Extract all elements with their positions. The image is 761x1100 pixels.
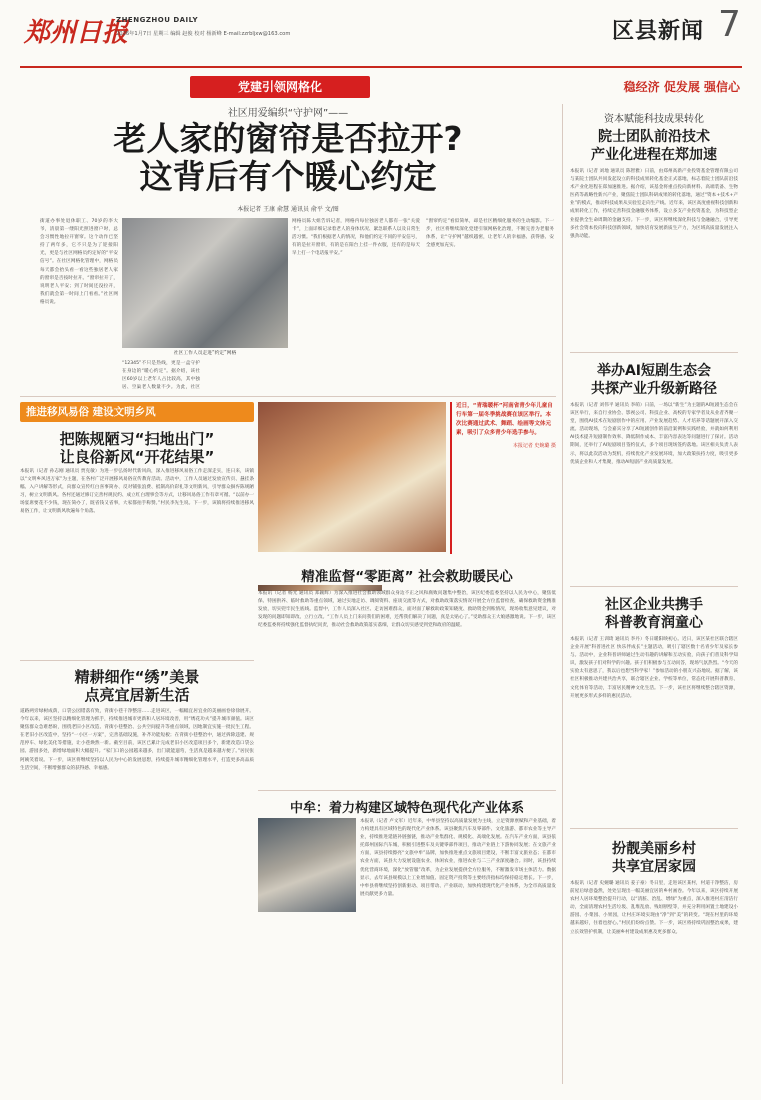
right-mid-headline-line1: 举办AI短剧生态会 — [596, 363, 712, 379]
right-top-body: 本报讯（记者 刘地 通讯员 陈智雅）日前，由郑州高新产业投资基金管理有限公司与某院士团队共同发起设立的科技成果转化基金正式落地，标志着院士团队前沿技术产业化进程在郑加速推进。据介绍，该基金将重点投向新材料、高端装备、生物医药等战略性新兴产业，聚焦院士团队科研成果的转化落地，通过“资本+技术+产业”的模式，推动科技成果从实验室走向生产线。近年来，该区高度重视科技创新和成果转化工作，持续完善科技金融服务体系，设立多支产业投资基金，为科技型企业提供全生命周期的金融支持。下一步，该区将继续深化科技与金融融合，引导更多社会资本投向科技创新领域，加快培育发展新质生产力，为区域高质量发展注入强劲动能。 — [570, 169, 738, 239]
right-bottom-headline-line2: 共享宜居家园 — [612, 859, 696, 875]
slogan-left — [190, 76, 370, 98]
page-number: 7 — [718, 4, 741, 45]
lead-rule — [20, 396, 556, 397]
lead-photo — [122, 218, 288, 348]
bottom-headline: 中牟：着力构建区域特色现代化产业体系 — [289, 801, 524, 816]
side-note-box — [450, 402, 556, 554]
right-mid2-body: 本报讯（记者 王训琦 通讯员 李丹）冬日暖阳映初心。近日，该区某社区联合辖区企业开展“科普进社区 快乐伴成长”主题活动，吸引了辖区数十名青少年及家长参与。活动中，企业科普讲师通过生动有趣的讲解和互动实验，向孩子们普及科学知识，激发孩子们对科学的兴趣。孩子们积极参与互动问答，现场气氛热烈。“今天的实验太有意思了，我以后也想当科学家！”参加活动的小朋友兴奋地说。据了解，该社区积极推动共建共治共享，联合辖区企业、学校等单位，常态化开展科普教育、文化体育等活动，丰富居民精神文化生活。下一步，该社区将继续整合辖区资源，开展更多形式多样的惠民活动。 — [570, 637, 738, 699]
right-mid2-headline-line1: 社区企业共携手 — [605, 597, 703, 613]
lead-headline-line1: 老人家的窗帘是否拉开? — [113, 119, 463, 158]
right-top-headline-line1: 院士团队前沿技术 — [598, 129, 710, 145]
lead-photo-caption: 社区工作人员走进“约定”网格 — [173, 351, 237, 356]
left1-headline-line2: 让良俗新风“开花结果” — [59, 448, 215, 466]
bottom-rule — [258, 790, 556, 791]
masthead-divider — [20, 66, 742, 68]
promo-banner-label: 推进移风易俗 建设文明乡风 — [26, 406, 156, 418]
right-mid2-headline-line2: 科普教育润童心 — [605, 615, 703, 631]
section-title: 区县新闻 — [612, 19, 705, 44]
lead-headline-line2: 这背后有个暖心约定 — [139, 157, 437, 196]
masthead-paper-name-en: ZHENGZHOU DAILY — [116, 16, 199, 24]
lead-body-col4: “窗帘约定”看似简单，却是社区精细化服务的生动缩影。下一步，社区将继续深化党建引领网格化治理，不断完善为老服务体系，让“守护网”越织越密，让老年人的幸福感、获得感、安全感更加充实。 — [426, 219, 554, 249]
left2-body: 道路两旁绿树成荫，口袋公园错落有致，背街小巷干净整洁……走进该区，一幅幅宜居宜业的美丽画卷徐徐展开。今年以来，该区坚持以精细化管理为抓手，持续推进城市更新和人居环境改善，用“绣花功夫”提升城市颜值。该区聚焦群众急难愁盼，围绕老旧小区改造、背街小巷整治、公共空间提升等重点领域，因地制宜实施一批民生工程。在老旧小区改造中，坚持“一小区一方案”，完善基础设施，补齐功能短板；在背街小巷整治中，通过拆除违建、规范停车、绿化美化等措施，让小巷焕然一新。截至目前，该区已累计完成老旧小区改造项目多个，新建改造口袋公园、游园多处，新增绿地面积大幅提升。“家门口的公园越来越多，出门就能遛弯，生活真是越来越方便了。”居民张阿姨笑着说。下一步，该区将继续坚持以人民为中心的发展思想，持续提升城市精细化管理水平，打造更多高品质生活空间，不断增强群众的获得感、幸福感。 — [20, 709, 254, 771]
bottom-photo — [258, 818, 356, 912]
side-note-text: 近日，“青瑞暖杯”河南省青少年儿童自行车第一届冬季挑战赛在该区举行。本次比赛通过武术、舞蹈、绘画等文体元素，吸引了众多青少年选手参与。 — [456, 403, 553, 436]
lead-body-col3: 网格员陈大姐告诉记者，网格内每位独居老人都有一张“关爱卡”，上面详细记录着老人的身体状况、紧急联系人以及日常生活习惯。“我们根据老人的情况，和他们约定不同的平安信号，有的是拉开窗帘，有的是在阳台上挂一件衣服，还有的是每天早上打一个电话报平安。” — [292, 219, 420, 257]
bottom-body-a: 本报讯（记者 卢文军）近年来，中牟县坚持以高质量发展为主线，立足资源禀赋和产业基础，着力构建具有区域特色的现代化产业体系。该县聚焦汽车及零部件、文化旅游、都市农业等主导产业，持续推进延链补链强链，推动产业集群化、规模化、高端化发展。在汽车产业方面，该县依托郑州国际汽车城，积极引进整车及关键零部件项目，推动产业链上下游协同发展；在文旅产业方面，该县持续擦亮“文旅中牟”品牌，加快推进重点文旅项目建设，不断丰富文旅业态；在都市农业方面，该县大力发展设施农业、休闲农业，推进农业与二三产业深度融合。同时，该县持续优化营商环境，深化“放管服”改革，为企业发展提供全方位服务，不断激发市场主体活力。数据显示，去年该县规模以上工业增加值、固定资产投资等主要经济指标均保持稳定增长。下一步，中牟县将继续坚持创新驱动、项目带动、产业联动，加快构建现代化产业体系，为全市高质量发展贡献更多力量。 — [360, 819, 556, 897]
right-bottom-body: 本报讯（记者 史婉璐 通讯员 姜子豪）冬日里，走进该区某村，村道干净整洁，房前屋后绿意盎然，处处呈现出一幅美丽宜居的乡村画卷。今年以来，该区持续开展农村人居环境整治提升行动，以“清脏、治乱、增绿”为重点，深入推进村庄清洁行动，全面清理农村生活垃圾、乱堆乱放、残垣断壁等，并充分利用闲置土地建设小游园、小菜园、小果园，让村庄环境实现由“净”到“美”的转变。“现在村里的环境越来越好，住着也舒心。”村民们纷纷点赞。下一步，该区将持续巩固整治成果，建立长效管护机制，让美丽乡村建设成果惠及更多群众。 — [570, 881, 738, 935]
slogan-right — [560, 76, 740, 98]
mid-rule — [20, 660, 254, 661]
slogan-right-label: 稳经济 促发展 强信心 — [623, 80, 740, 94]
left1-headline-line1: 把陈规陋习“扫地出门” — [59, 430, 215, 448]
right-mid-body: 本报讯（记者 刘伟平 通讯员 李萌）日前，一场以“新生”为主题的AI短剧生态会在该区举行，来自行业协会、影视公司、科技企业、高校的专家学者及从业者齐聚一堂，围绕AI技术在短剧创作中的应用、产业发展趋势、人才培养等话题展开深入交流。活动现场，与会嘉宾分享了AI短剧创作的前沿案例和实践经验，并就如何利用AI技术提升短剧制作效率、降低制作成本、丰富内容表达等问题进行了探讨。活动期间，还举行了AI短剧项目签约仪式，多个项目现场签约落地。该区相关负责人表示，将以此次活动为契机，持续优化产业发展环境，加大政策扶持力度，吸引更多优质企业和人才集聚，推动AI短剧产业高质量发展。 — [570, 403, 738, 465]
right-top-headline-line2: 产业化进程在郑加速 — [591, 147, 717, 163]
right-column-divider — [562, 104, 563, 1084]
side-photo — [258, 402, 446, 552]
left2-headline-line1: 精耕细作“绣”美景 — [74, 668, 200, 686]
masthead — [0, 0, 761, 66]
lead-byline: 本报记者 王康 俞慧 通讯员 俞平 文/图 — [237, 206, 339, 213]
masthead-issue-line: 2026年1月7日 星期三 编辑 赵俊 校对 杨新峰 E-mail:zzrbljxw@163.com — [116, 31, 291, 37]
mid-headline: 精准监督“零距离” 社会救助暖民心 — [301, 569, 513, 585]
left2-headline-line2: 点亮宜居新生活 — [84, 686, 190, 704]
lead-body-col2: “12345”不只是热线，更是一盒守护在身边的“暖心约定”。据介绍，该社区60岁以上老年人占比较高，其中独居、空巢老人数量不少。为此，社区 — [122, 361, 200, 390]
lead-kicker: 社区用爱编织“守护网”—— — [227, 108, 349, 119]
side-note-byline: 本报记者 史婉璐 摄 — [512, 443, 556, 449]
right-rule-3 — [570, 828, 738, 829]
right-rule-2 — [570, 586, 738, 587]
masthead-logo: 郑州日报 — [24, 18, 129, 48]
promo-banner — [20, 402, 254, 422]
left1-body: 本报讯（记者 孙志刚 通讯员 贾克敏）为进一步弘扬时代新风尚，深入推进移风易俗工作走深走实，连日来，该镇以“文明乡风进万家”为主题，在各村广泛开展移风易俗宣传教育活动。活动中，工作人员通过发放宣传页、悬挂条幅、入户讲解等形式，向群众宣传红白喜事简办、反对铺张浪费、抵制高价彩礼等文明新风，引导群众摒弃陈规陋习，树立文明新风。各村还通过修订完善村规民约、成立红白理事会等方式，让移风易俗工作有章可循。“以前办一场宴席要花不少钱，现在简办了，既省钱又省事，大家都拍手称赞。”村民李先生说。下一步，该镇将持续推进移风易俗工作，让文明新风吹遍每个角落。 — [20, 469, 254, 515]
right-top-kicker: 资本赋能科技成果转化 — [604, 114, 704, 125]
right-mid-headline-line2: 共探产业升级新路径 — [591, 381, 717, 397]
slogan-left-label: 党建引领网格化 — [237, 80, 322, 94]
lead-body-col1: 街道办事处退休职工、70岁的李大爷，清晨第一缕阳光照进窗户时，总会习惯性地拉开窗帘。这个动作已坚持了两年多，它不只是为了迎接阳光，更是与社区网格员约定好的“平安信号”。在社区网格化管理中，网格员每天都会抬头看一看这些独居老人家的窗帘是否按时拉开。“窗帘拉开了，说明老人平安；到了时间还没拉开，我们就会第一时间上门看看。”社区网格员说。 — [40, 219, 118, 305]
right-rule-1 — [570, 352, 738, 353]
right-bottom-headline-line1: 扮靓美丽乡村 — [612, 841, 696, 857]
mid-body: 本报讯（记者 杨光 通讯员 郑颖辉）为深入推进社会救助领域群众身边不正之风和腐败问题集中整治，该区纪委监委坚持以人民为中心，聚焦低保、特困供养、临时救助等重点领域，通过实地走访、调阅资料、座谈交流等方式，对救助政策落实情况开展全方位监督检查，确保救助资金精准发放，切实兜牢民生底线。监督中，工作人员深入社区、走访困难群众，面对面了解救助政策知晓度、救助资金到账情况，现场收集意见建议，对发现的问题即知即改、立行立改。“工作人员上门来问我们的困难，还帮我们解决了问题，真是太贴心了。”受助群众王大娘感激地说。下一步，该区纪委监委将持续强化监督执纪问责，推动社会救助政策落实落细，让群众切实感受到党和政府的温暖。 — [258, 591, 556, 629]
